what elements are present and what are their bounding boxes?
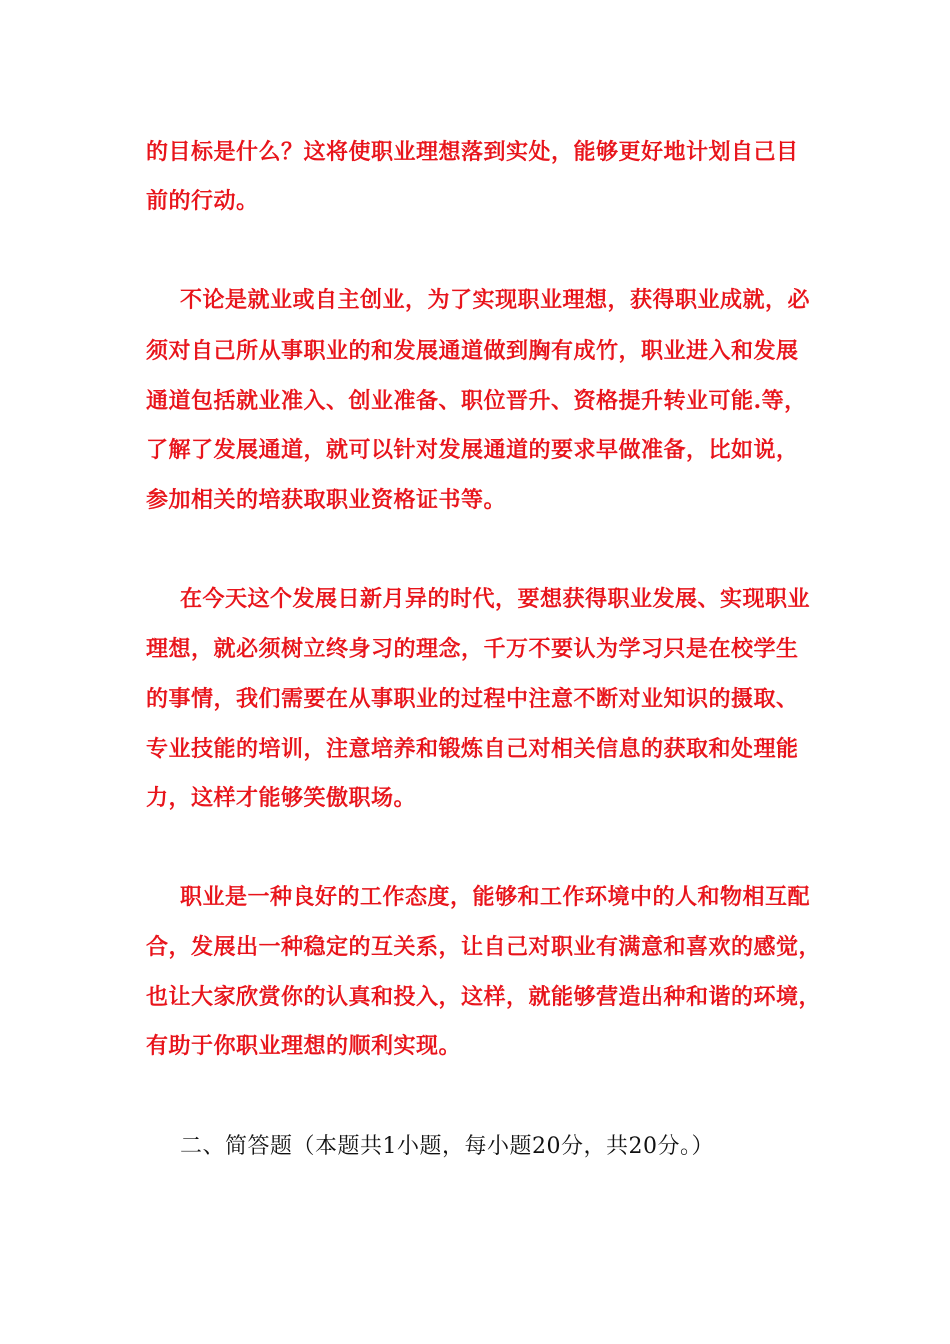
paragraph-2-line-5: 参加相关的培获取职业资格证书等。: [146, 487, 507, 513]
paragraph-3-line-3: 的事情，我们需要在从事职业的过程中注意不断对业知识的摄取、: [146, 686, 799, 712]
paragraph-2-line-4: 了解了发展通道，就可以针对发展通道的要求早做准备，比如说，: [146, 437, 799, 463]
paragraph-3-line-4: 专业技能的培训，注意培养和锻炼自己对相关信息的获取和处理能: [146, 736, 799, 762]
paragraph-4-line-4: 有助于你职业理想的顺利实现。: [146, 1033, 462, 1059]
paragraph-4-line-2: 合，发展出一种稳定的互关系，让自己对职业有满意和喜欢的感觉，: [146, 934, 822, 960]
section-heading: 二、简答题（本题共1小题，每小题20分，共20分。）: [180, 1134, 714, 1159]
paragraph-2-line-2: 须对自己所从事职业的和发展通道做到胸有成竹，职业进入和发展: [146, 338, 799, 364]
paragraph-3-line-1: 在今天这个发展日新月异的时代，要想获得职业发展、实现职业: [180, 586, 811, 612]
paragraph-2-line-1: 不论是就业或自主创业，为了实现职业理想，获得职业成就，必: [180, 287, 811, 313]
paragraph-4-line-1: 职业是一种良好的工作态度，能够和工作环境中的人和物相互配: [180, 884, 811, 910]
paragraph-4-line-3: 也让大家欣赏你的认真和投入，这样，就能够营造出种和谐的环境，: [146, 984, 822, 1010]
paragraph-3-line-2: 理想，就必须树立终身习的理念，千万不要认为学习只是在校学生: [146, 636, 799, 662]
paragraph-1-line-1: 的目标是什么？这将使职业理想落到实处，能够更好地计划自己目: [146, 139, 799, 165]
paragraph-1-line-2: 前的行动。: [146, 188, 259, 214]
paragraph-2-line-3: 通道包括就业准入、创业准备、职位晋升、资格提升转业可能.等，: [146, 388, 807, 414]
paragraph-3-line-5: 力，这样才能够笑傲职场。: [146, 785, 417, 811]
